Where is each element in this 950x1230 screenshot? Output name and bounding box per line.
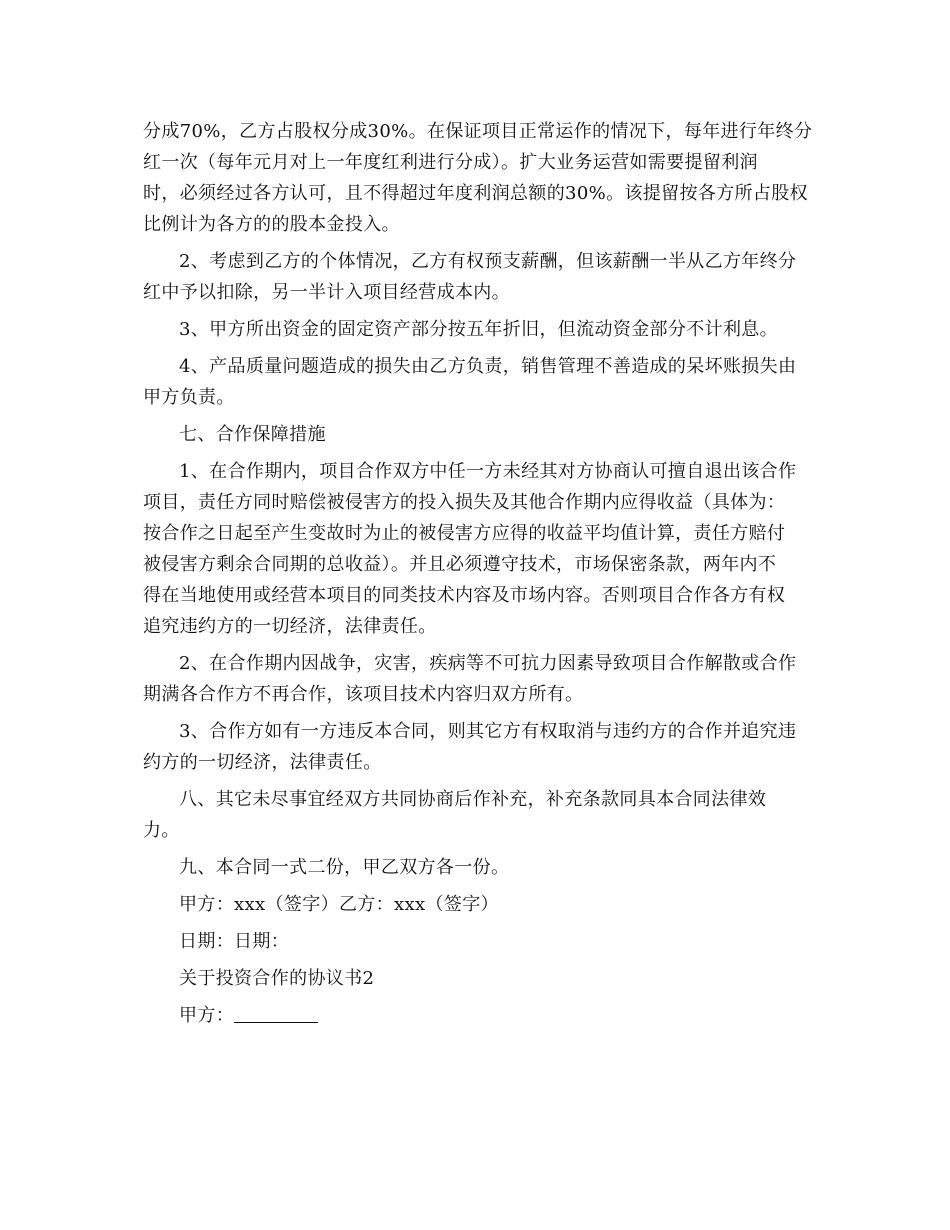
text-line: 4、产品质量问题造成的损失由乙方负责，销售管理不善造成的呆坏账损失由 xyxy=(179,356,797,377)
text-line: 3、甲方所出资金的固定资产部分按五年折旧，但流动资金部分不计利息。 xyxy=(179,319,778,340)
section-heading: 七、合作保障措施 xyxy=(179,424,326,445)
document-body xyxy=(143,116,813,1037)
text-line: 比例计为各方的的股本金投入。 xyxy=(143,214,400,235)
party-a-label: 甲方： xyxy=(179,1005,235,1026)
party-a-line xyxy=(143,1000,803,1031)
text-line: 力。 xyxy=(143,820,180,841)
text-line: 八、其它未尽事宜经双方共同协商后作补充，补充条款同具本合同法律效 xyxy=(179,789,767,810)
clause-4-losses xyxy=(143,351,803,413)
text-line: 期满各合作方不再合作，该项目技术内容归双方所有。 xyxy=(143,684,584,705)
text-line: 1、在合作期内，项目合作双方中任一方未经其对方协商认可擅自退出该合作 xyxy=(179,461,797,482)
section-9 xyxy=(143,852,803,883)
clause-2-salary xyxy=(143,246,803,308)
text-line: 被侵害方剩余合同期的总收益）。并且必须遵守技术，市场保密条款，两年内不 xyxy=(143,554,777,575)
date-line: 日期：日期： xyxy=(179,931,290,952)
text-line: 2、在合作期内因战争，灾害，疾病等不可抗力因素导致项目合作解散或合作 xyxy=(179,653,797,674)
section-8 xyxy=(143,784,803,846)
section-7-clause-1 xyxy=(143,456,803,642)
party-a-blank-field xyxy=(234,1004,318,1023)
signature-line: 甲方：xxx（签字）乙方：xxx（签字） xyxy=(179,894,499,915)
text-line: 得在当地使用或经营本项目的同类技术内容及市场内容。否则项目合作各方有权 xyxy=(143,585,786,606)
text-line: 追究违约方的一切经济，法律责任。 xyxy=(143,616,437,637)
section-7-clause-3 xyxy=(143,716,803,778)
text-line: 项目，责任方同时赔偿被侵害方的投入损失及其他合作期内应得收益（具体为： xyxy=(143,492,786,513)
section-7-heading xyxy=(143,419,803,450)
section-7-clause-2 xyxy=(143,648,803,710)
next-agreement-title: 关于投资合作的协议书2 xyxy=(179,968,375,989)
text-line: 九、本合同一式二份，甲乙双方各一份。 xyxy=(179,857,510,878)
text-line: 分成70%，乙方占股权分成30%。在保证项目正常运作的情况下，每年进行年终分 xyxy=(143,121,813,142)
profit-sharing-paragraph xyxy=(143,116,813,240)
text-line: 红中予以扣除，另一半计入项目经营成本内。 xyxy=(143,282,510,303)
text-line: 3、合作方如有一方违反本合同，则其它方有权取消与违约方的合作并追究违 xyxy=(179,721,797,742)
text-line: 约方的一切经济，法律责任。 xyxy=(143,752,382,773)
clause-3-depreciation xyxy=(143,314,803,345)
text-line: 2、考虑到乙方的个体情况，乙方有权预支薪酬，但该薪酬一半从乙方年终分 xyxy=(179,251,797,272)
text-line: 按合作之日起至产生变故时为止的被侵害方应得的收益平均值计算，责任方赔付 xyxy=(143,523,786,544)
text-line: 红一次（每年元月对上一年度红利进行分成）。扩大业务运营如需要提留利润 xyxy=(143,152,758,173)
text-line: 甲方负责。 xyxy=(143,387,235,408)
text-line: 时，必须经过各方认可，且不得超过年度利润总额的30%。该提留按各方所占股权 xyxy=(143,183,808,204)
